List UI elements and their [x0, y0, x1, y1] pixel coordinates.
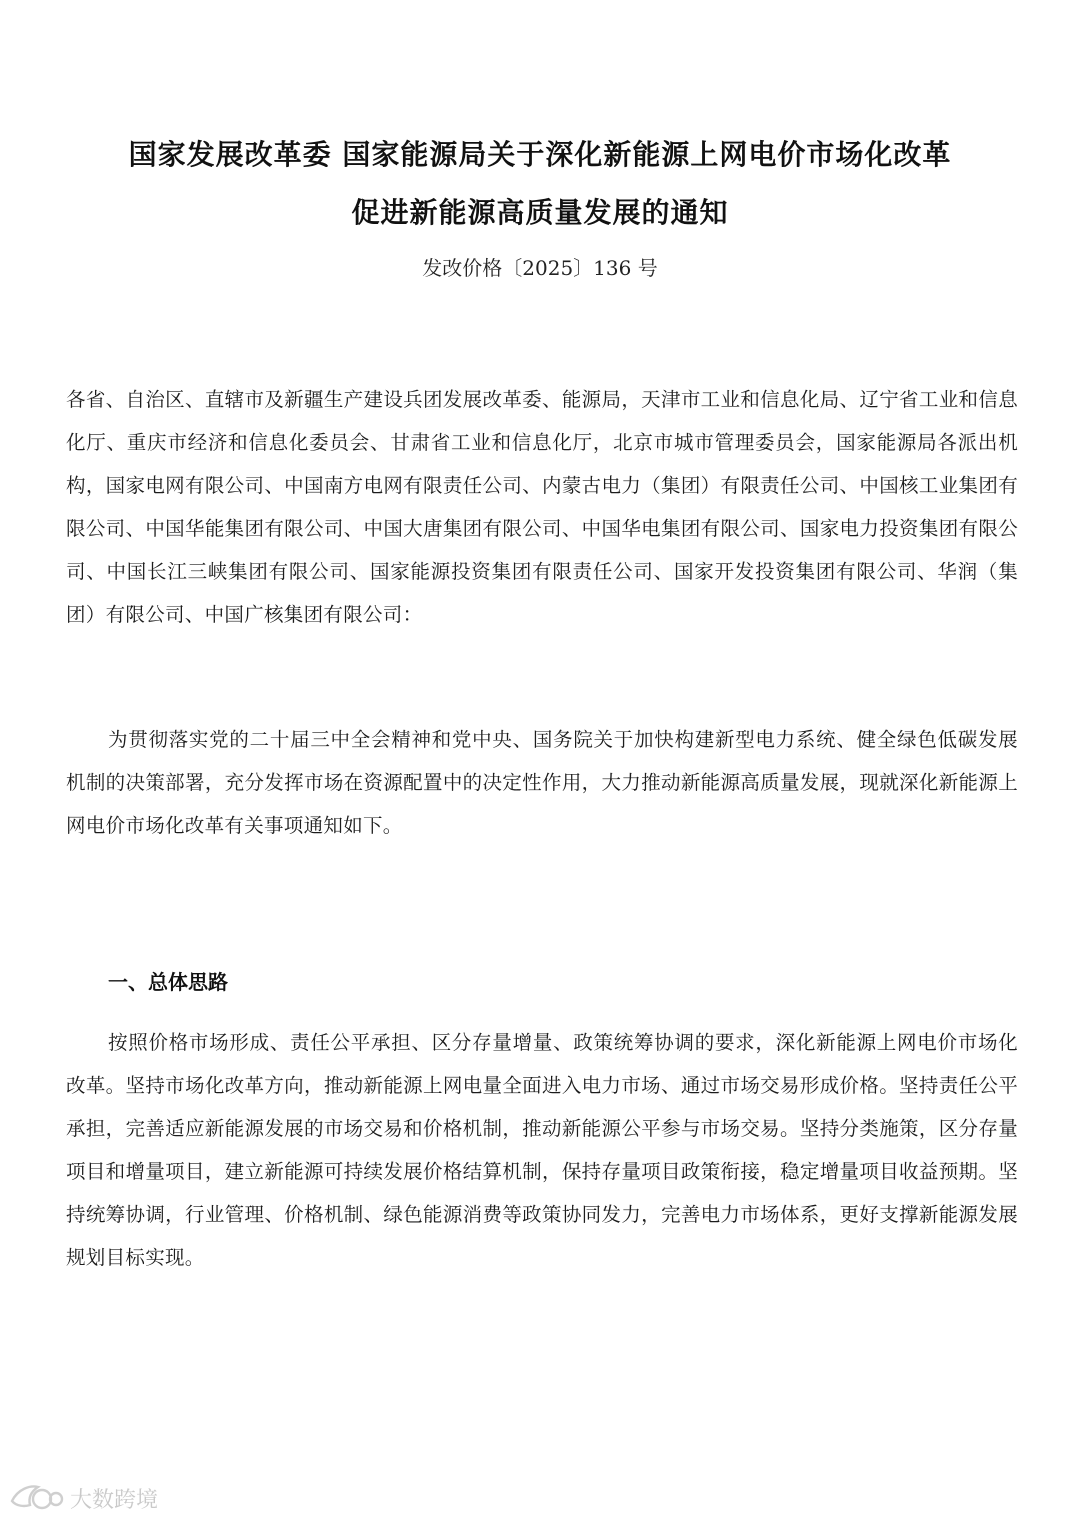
- document-title-line-1: 国家发展改革委 国家能源局关于深化新能源上网电价市场化改革: [128, 138, 952, 171]
- section-1-paragraph: 按照价格市场形成、责任公平承担、区分存量增量、政策统筹协调的要求，深化新能源上网电价市场化改革。坚持市场化改革方向，推动新能源上网电量全面进入电力市场、通过市场交易形成价格。坚持责任公平承担，完善适应新能源发展的市场交易和价格机制，推动新能源公平参与市场交易。坚持分类施策，区分存量项目和增量项目，建立新能源可持续发展价格结算机制，保持存量项目政策衔接，稳定增量项目收益预期。坚持统筹协调，行业管理、价格机制、绿色能源消费等政策协同发力，完善电力市场体系，更好支撑新能源发展规划目标实现。: [66, 1031, 1018, 1269]
- document-number: 发改价格〔2025〕136 号: [422, 256, 658, 280]
- addressees-paragraph: 各省、自治区、直辖市及新疆生产建设兵团发展改革委、能源局，天津市工业和信息化局、辽宁省工业和信息化厅、重庆市经济和信息化委员会、甘肃省工业和信息化厅，北京市城市管理委员会，国家能源局各派出机构，国家电网有限公司、中国南方电网有限责任公司、内蒙古电力（集团）有限责任公司、中国核工业集团有限公司、中国华能集团有限公司、中国大唐集团有限公司、中国华电集团有限公司、国家电力投资集团有限公司、中国长江三峡集团有限公司、国家能源投资集团有限责任公司、国家开发投资集团有限公司、华润（集团）有限公司、中国广核集团有限公司：: [66, 388, 1018, 626]
- intro-paragraph: 为贯彻落实党的二十届三中全会精神和党中央、国务院关于加快构建新型电力系统、健全绿色低碳发展机制的决策部署，充分发挥市场在资源配置中的决定性作用，大力推动新能源高质量发展，现就深化新能源上网电价市场化改革有关事项通知如下。: [66, 728, 1018, 837]
- watermark-text: 大数跨境: [70, 1487, 159, 1513]
- watermark: [8, 1480, 158, 1516]
- eye-logo-icon: [8, 1481, 64, 1515]
- section-1-heading: 一、总体思路: [108, 970, 228, 994]
- document-title-line-2: 促进新能源高质量发展的通知: [351, 196, 729, 229]
